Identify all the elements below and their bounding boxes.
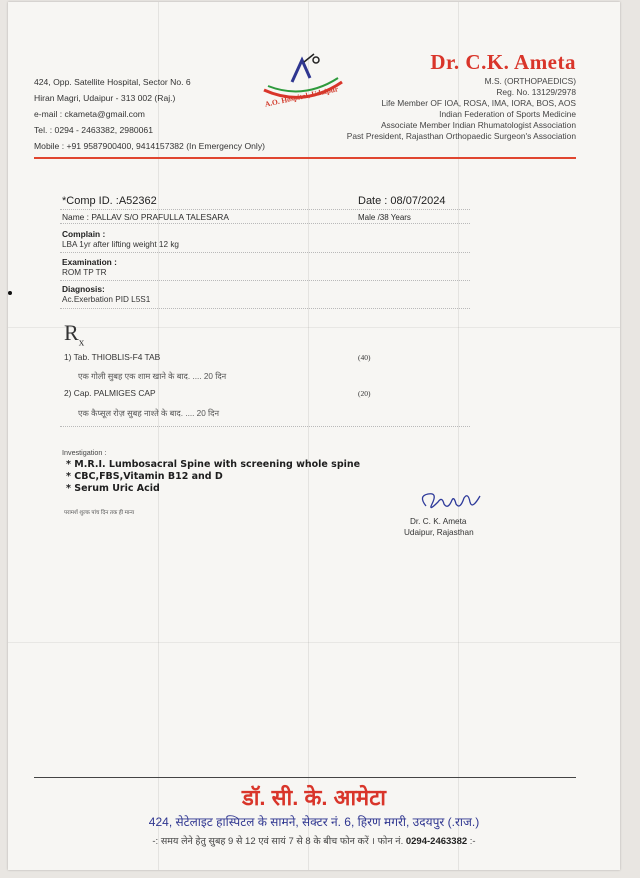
rx-symbol: $R_x$ bbox=[64, 320, 85, 349]
medicine-line: 2) Cap. PALMIGES CAP bbox=[64, 388, 156, 398]
medicine-line: 1) Tab. THIOBLIS-F4 TAB bbox=[64, 352, 161, 362]
diagnosis-text: Ac.Exerbation PID L5S1 bbox=[62, 295, 151, 304]
qualification-line: M.S. (ORTHOPAEDICS) bbox=[484, 76, 576, 86]
investigation-item: * M.R.I. Lumbosacral Spine with screening whole spine bbox=[66, 459, 361, 470]
medicine-direction: एक कैप्सूल रोज़ सुबह नाश्ते के बाद. .... 20 दिन bbox=[78, 409, 220, 418]
footer-timing bbox=[8, 834, 620, 847]
comp-id: *Comp ID. :A52362 bbox=[62, 195, 157, 207]
investigation-item: * Serum Uric Acid bbox=[66, 483, 160, 494]
footer-doctor-name: डॉ. सी. के. आमेटा bbox=[241, 785, 387, 810]
qualification-line: Associate Member Indian Rhumatologist Association bbox=[380, 120, 576, 130]
medicine-direction: एक गोली सुबह एक शाम खाने के बाद. .... 20 दिन bbox=[78, 372, 227, 381]
medicine-qty: (20) bbox=[358, 389, 371, 398]
timing-end: :- bbox=[469, 836, 476, 847]
doctor-name: Dr. C.K. Ameta bbox=[430, 50, 576, 74]
complain-label: Complain : bbox=[62, 229, 106, 239]
punch-hole bbox=[8, 291, 12, 295]
signature-icon bbox=[408, 488, 488, 516]
prescription-page bbox=[8, 2, 620, 870]
address-line: 424, Opp. Satellite Hospital, Sector No. 6 bbox=[34, 77, 191, 87]
signatory bbox=[404, 516, 474, 538]
registration-line: Reg. No. 13129/2978 bbox=[496, 87, 576, 97]
footer-address: 424, सेटेलाइट हास्पिटल के सामने, सेक्टर नं. 6, हिरण मगरी, उदयपुर (.राज.) bbox=[148, 815, 480, 829]
signatory-place: Udaipur, Rajasthan bbox=[404, 528, 474, 537]
clinic-address bbox=[34, 74, 265, 154]
qualification-line: Life Member OF IOA, ROSA, IMA, IORA, BOS, AOS bbox=[381, 98, 576, 108]
fee-validity-note: परामर्श शुल्क पांच दिन तक ही मान्य bbox=[64, 510, 135, 516]
patient-name: Name : PALLAV S/O PRAFULLA TALESARA bbox=[62, 212, 229, 222]
header-divider bbox=[34, 157, 576, 159]
tel-line: Tel. : 0294 - 2463382, 2980061 bbox=[34, 125, 153, 135]
examination-label: Examination : bbox=[62, 257, 117, 267]
diagnosis-label: Diagnosis: bbox=[62, 284, 105, 294]
qualification-line: Indian Federation of Sports Medicine bbox=[439, 109, 576, 119]
email-line: e-mail : ckameta@gmail.com bbox=[34, 109, 145, 119]
qualification-line: Past President, Rajasthan Orthopaedic Surgeon's Association bbox=[346, 131, 576, 141]
doctor-qualifications bbox=[347, 76, 576, 142]
address-line: Hiran Magri, Udaipur - 313 002 (Raj.) bbox=[34, 93, 176, 103]
medicine-qty: (40) bbox=[358, 353, 371, 362]
investigation-item: * CBC,FBS,Vitamin B12 and D bbox=[66, 471, 223, 482]
timing-text: -: समय लेने हेतु सुबह 9 से 12 एवं सायं 7 से 8 के बीच फोन करें । फोन नं. bbox=[152, 836, 404, 847]
patient-age-sex: Male /38 Years bbox=[358, 213, 411, 222]
logo-caption: A.O. Hospital, Udaipur bbox=[263, 84, 339, 109]
prescription-date: Date : 08/07/2024 bbox=[358, 195, 446, 207]
examination-text: ROM TP TR bbox=[62, 268, 107, 277]
mobile-line: Mobile : +91 9587900400, 9414157382 (In Emergency Only) bbox=[34, 141, 265, 151]
signatory-name: Dr. C. K. Ameta bbox=[410, 517, 467, 526]
complain-text: LBA 1yr after lifting weight 12 kg bbox=[62, 240, 179, 249]
investigation-label: Investigation : bbox=[62, 448, 107, 457]
footer-divider bbox=[34, 777, 576, 778]
footer-phone: 0294-2463382 bbox=[405, 836, 468, 847]
